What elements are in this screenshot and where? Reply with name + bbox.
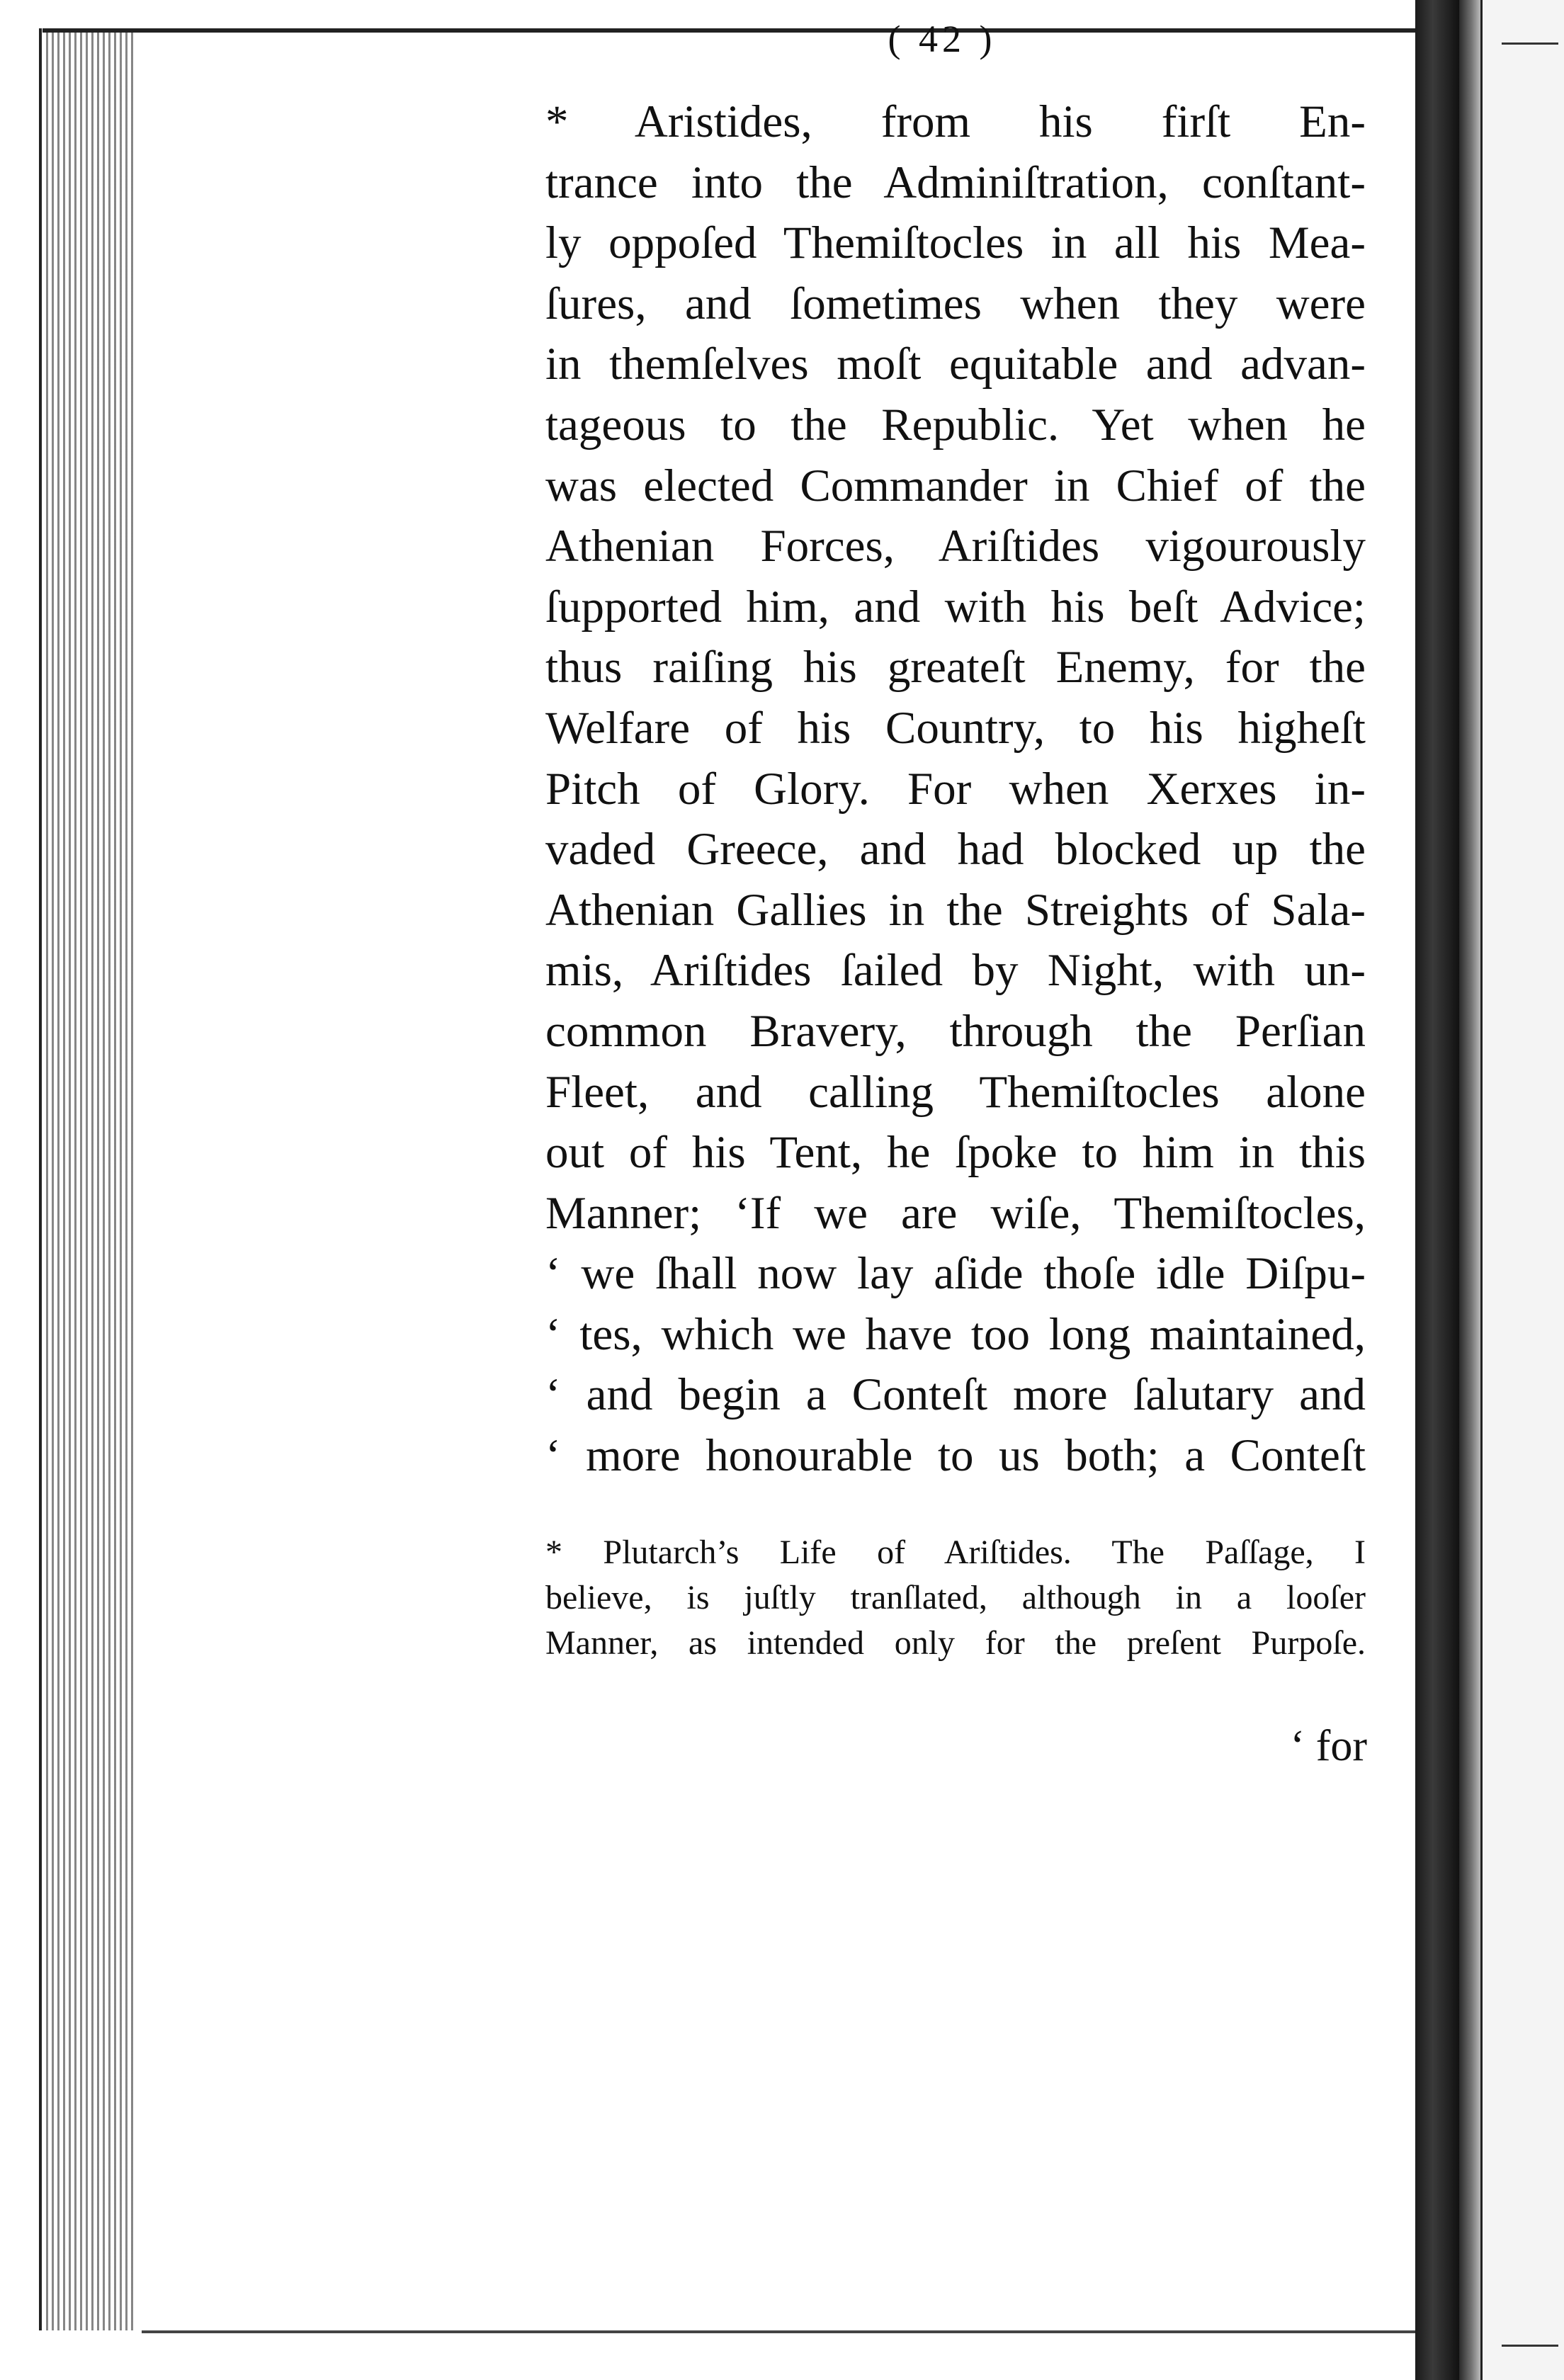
body-line: * Aristides, from his firſt En- xyxy=(545,96,1366,147)
facing-page-rule xyxy=(1502,42,1558,45)
body-line: trance into the Adminiſtration, conſtant- xyxy=(545,157,1366,208)
body-line: ‘ tes, which we have too long maintained, xyxy=(545,1308,1366,1360)
body-line: Fleet, and calling Themiſtocles alone xyxy=(545,1066,1366,1118)
body-line: Athenian Gallies in the Streights of Sala- xyxy=(545,884,1366,936)
body-line: was elected Commander in Chief of the xyxy=(545,460,1366,511)
page-number: ( 42 ) xyxy=(888,18,997,60)
catchword: ‘ for xyxy=(1290,1722,1367,1770)
body-line: out of his Tent, he ſpoke to him in this xyxy=(545,1127,1366,1179)
body-line: ‘ and begin a Conteſt more ſalutary and xyxy=(545,1369,1366,1421)
body-line: Pitch of Glory. For when Xerxes in- xyxy=(545,763,1366,815)
footnote-line: Manner, as intended only for the preſent Purpoſe. xyxy=(545,1624,1366,1662)
body-line: ſures, and ſometimes when they were xyxy=(545,278,1366,329)
bottom-border xyxy=(142,2330,1417,2333)
facing-page-rule xyxy=(1502,2345,1558,2347)
footnote-line: believe, is juſtly tranſlated, although in a looſer xyxy=(545,1579,1366,1616)
body-line: Manner; ‘If we are wiſe, Themiſtocles, xyxy=(545,1187,1366,1239)
footnote xyxy=(545,1530,1366,1666)
body-line: in themſelves moſt equitable and advan- xyxy=(545,339,1366,390)
facing-page xyxy=(1480,0,1564,2380)
page-edge-line xyxy=(39,28,42,2330)
binding-gutter xyxy=(1459,0,1480,2380)
body-line: vaded Greece, and had blocked up the xyxy=(545,824,1366,876)
body-line: Welfare of his Country, to his higheſt xyxy=(545,702,1366,754)
body-line: ‘ we ſhall now lay aſide thoſe idle Diſpu- xyxy=(545,1248,1366,1300)
top-border xyxy=(42,28,1417,33)
book-binding xyxy=(1415,0,1459,2380)
body-line: ſupported him, and with his beſt Advice; xyxy=(545,581,1366,633)
body-line: tageous to the Republic. Yet when he xyxy=(545,399,1366,450)
body-line: ‘ more honourable to us both; a Conteſt xyxy=(545,1430,1366,1482)
body-line: mis, Ariſtides ſailed by Night, with un- xyxy=(545,945,1366,997)
body-line: Athenian Forces, Ariſtides vigourously xyxy=(545,521,1366,572)
footnote-line: * Plutarch’s Life of Ariſtides. The Paſſage, I xyxy=(545,1534,1366,1571)
body-text xyxy=(545,92,1366,1487)
body-line: thus raiſing his greateſt Enemy, for the xyxy=(545,642,1366,693)
body-line: common Bravery, through the Perſian xyxy=(545,1005,1366,1057)
body-line: ly oppoſed Themiſtocles in all his Mea- xyxy=(545,217,1366,269)
page-edge-stack xyxy=(42,28,135,2330)
